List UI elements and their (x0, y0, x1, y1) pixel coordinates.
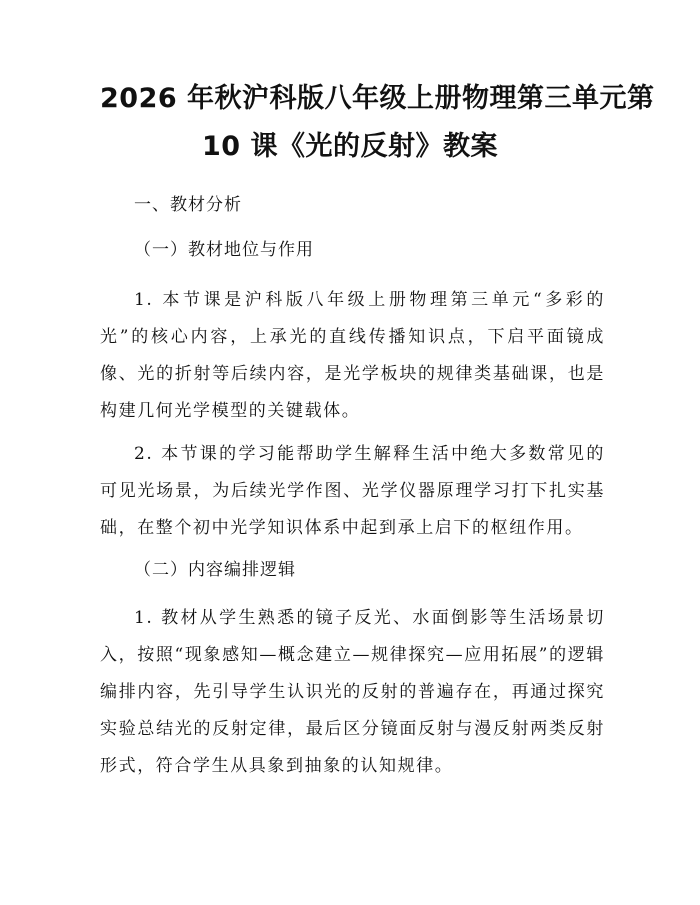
document-title-line-1: 2026 年秋沪科版八年级上册物理第三单元第 (100, 83, 655, 114)
paragraph-2: 2. 本节课的学习能帮助学生解释生活中绝大多数常见的可见光场景，为后续光学作图、光学仪器原理学习打下扎实基础，在整个初中光学知识体系中起到承上启下的枢纽作用。 (100, 444, 605, 538)
paragraph-1: 1. 本节课是沪科版八年级上册物理第三单元“多彩的光”的核心内容，上承光的直线传播知识点，下启平面镜成像、光的折射等后续内容，是光学板块的规律类基础课，也是构建几何光学模型的关键载体。 (100, 290, 605, 421)
paragraph-3: 1. 教材从学生熟悉的镜子反光、水面倒影等生活场景切入，按照“现象感知—概念建立—规律探究—应用拓展”的逻辑编排内容，先引导学生认识光的反射的普遍存在，再通过探究实验总结光的反射定律，最后区分镜面反射与漫反射两类反射形式，符合学生从具象到抽象的认知规律。 (100, 608, 605, 776)
document-title-line-2: 10 课《光的反射》教案 (202, 131, 498, 162)
subsection-heading-position-role: （一）教材地位与作用 (134, 240, 314, 260)
section-heading-textbook-analysis: 一、教材分析 (134, 195, 242, 215)
subsection-heading-content-logic: （二）内容编排逻辑 (134, 560, 296, 580)
